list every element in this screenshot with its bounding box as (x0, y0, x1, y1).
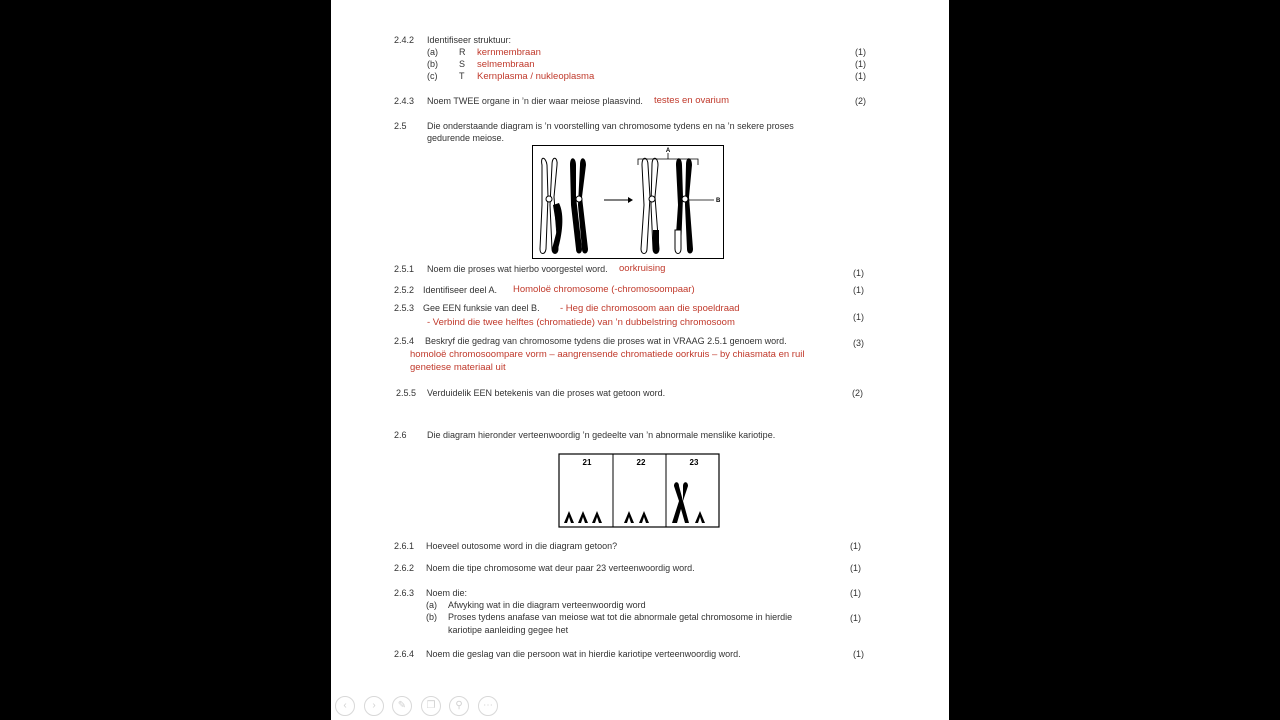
item-label: (a) (426, 600, 437, 610)
question-text: Beskryf die gedrag van chromosome tydens die proses wat in VRAAG 2.5.1 genoem word. (425, 336, 787, 346)
answer-text: kernmembraan (477, 47, 541, 58)
answer-text: testes en ovarium (654, 95, 729, 106)
mark: (1) (850, 588, 861, 598)
item-label: (c) (427, 71, 438, 81)
question-text: Noem die proses wat hierbo voorgestel word. (427, 264, 608, 274)
question-number: 2.6.4 (394, 649, 415, 659)
answer-text: Kernplasma / nukleoplasma (477, 71, 595, 82)
arrow-right-icon[interactable]: › (364, 696, 384, 716)
question-number: 2.6 (394, 430, 407, 440)
mark: (1) (853, 312, 864, 322)
mark: (2) (855, 96, 866, 106)
item-label: (b) (426, 612, 437, 622)
question-text: Identifiseer deel A. (423, 285, 498, 295)
answer-text: Homoloë chromosome (-chromosoompaar) (513, 284, 695, 295)
question-text: kariotipe aanleiding gegee het (448, 625, 569, 635)
pen-icon[interactable]: ✎ (392, 696, 412, 716)
question-text: Noem die geslag van die persoon wat in hierdie kariotipe verteenwoordig word. (426, 649, 741, 659)
question-text: Die onderstaande diagram is ’n voorstelling van chromosome tydens en na ’n sekere proses (427, 121, 794, 131)
pair-number: 23 (689, 458, 699, 467)
question-number: 2.5.1 (394, 264, 415, 274)
structure-letter: T (459, 71, 465, 81)
karyotype-diagram (558, 453, 721, 529)
question-text: Gee EEN funksie van deel B. (423, 303, 540, 313)
mark: (1) (853, 285, 864, 295)
arrow-left-icon[interactable]: ‹ (335, 696, 355, 716)
mark: (1) (853, 649, 864, 659)
question-text: Noem TWEE organe in ’n dier waar meiose plaasvind. (427, 96, 643, 106)
mark: (1) (850, 613, 861, 623)
question-text: Afwyking wat in die diagram verteenwoordig word (448, 600, 646, 610)
answer-text: homoloë chromosoompare vorm – aangrensende chromatiede oorkruis – by chiasmata en ruil (410, 349, 805, 360)
crossing-over-diagram (532, 145, 724, 260)
structure-letter: S (459, 59, 466, 69)
answer-text: selmembraan (477, 59, 535, 70)
question-number: 2.4.3 (394, 96, 415, 106)
copy-icon[interactable]: ❐ (421, 696, 441, 716)
question-number: 2.6.2 (394, 563, 415, 573)
answer-text: genetiese materiaal uit (410, 362, 506, 373)
document-page (331, 0, 949, 720)
question-number: 2.6.3 (394, 588, 415, 598)
more-icon[interactable]: ⋯ (478, 696, 498, 716)
question-text: Hoeveel outosome word in die diagram getoon? (426, 541, 618, 551)
structure-letter: R (459, 47, 466, 57)
question-number: 2.5.5 (396, 388, 417, 398)
mark: (1) (853, 268, 864, 278)
zoom-icon[interactable]: ⚲ (449, 696, 469, 716)
question-text: Proses tydens anafase van meiose wat tot die abnormale getal chromosome in hierdie (448, 612, 793, 622)
answer-text: - Verbind die twee helftes (chromatiede) van ’n dubbelstring chromosoom (427, 317, 735, 328)
mark: (1) (855, 47, 866, 57)
answer-text: oorkruising (619, 263, 666, 274)
mark: (2) (852, 388, 863, 398)
mark: (1) (855, 59, 866, 69)
question-text: Noem die: (426, 588, 468, 598)
question-number: 2.5.2 (394, 285, 415, 295)
pair-number: 22 (636, 458, 646, 467)
question-number: 2.6.1 (394, 541, 415, 551)
pair-number: 21 (582, 458, 592, 467)
question-text: Noem die tipe chromosome wat deur paar 23 verteenwoordig word. (426, 563, 695, 573)
question-number: 2.5.3 (394, 303, 415, 313)
label-b: B (716, 198, 721, 204)
question-text: Identifiseer struktuur: (427, 35, 512, 45)
question-text: Verduidelik EEN betekenis van die proses wat getoon word. (427, 388, 666, 398)
item-label: (a) (427, 47, 438, 57)
question-number: 2.4.2 (394, 35, 415, 45)
question-text: gedurende meiose. (427, 133, 505, 143)
mark: (1) (850, 563, 861, 573)
mark: (1) (855, 71, 866, 81)
question-number: 2.5 (394, 121, 407, 131)
item-label: (b) (427, 59, 438, 69)
question-text: Die diagram hieronder verteenwoordig ’n gedeelte van ’n abnormale menslike kariotipe. (427, 430, 776, 440)
mark: (3) (853, 338, 864, 348)
answer-text: - Heg die chromosoom aan die spoeldraad (560, 303, 740, 314)
question-number: 2.5.4 (394, 336, 415, 346)
label-a: A (665, 148, 671, 154)
mark: (1) (850, 541, 861, 551)
